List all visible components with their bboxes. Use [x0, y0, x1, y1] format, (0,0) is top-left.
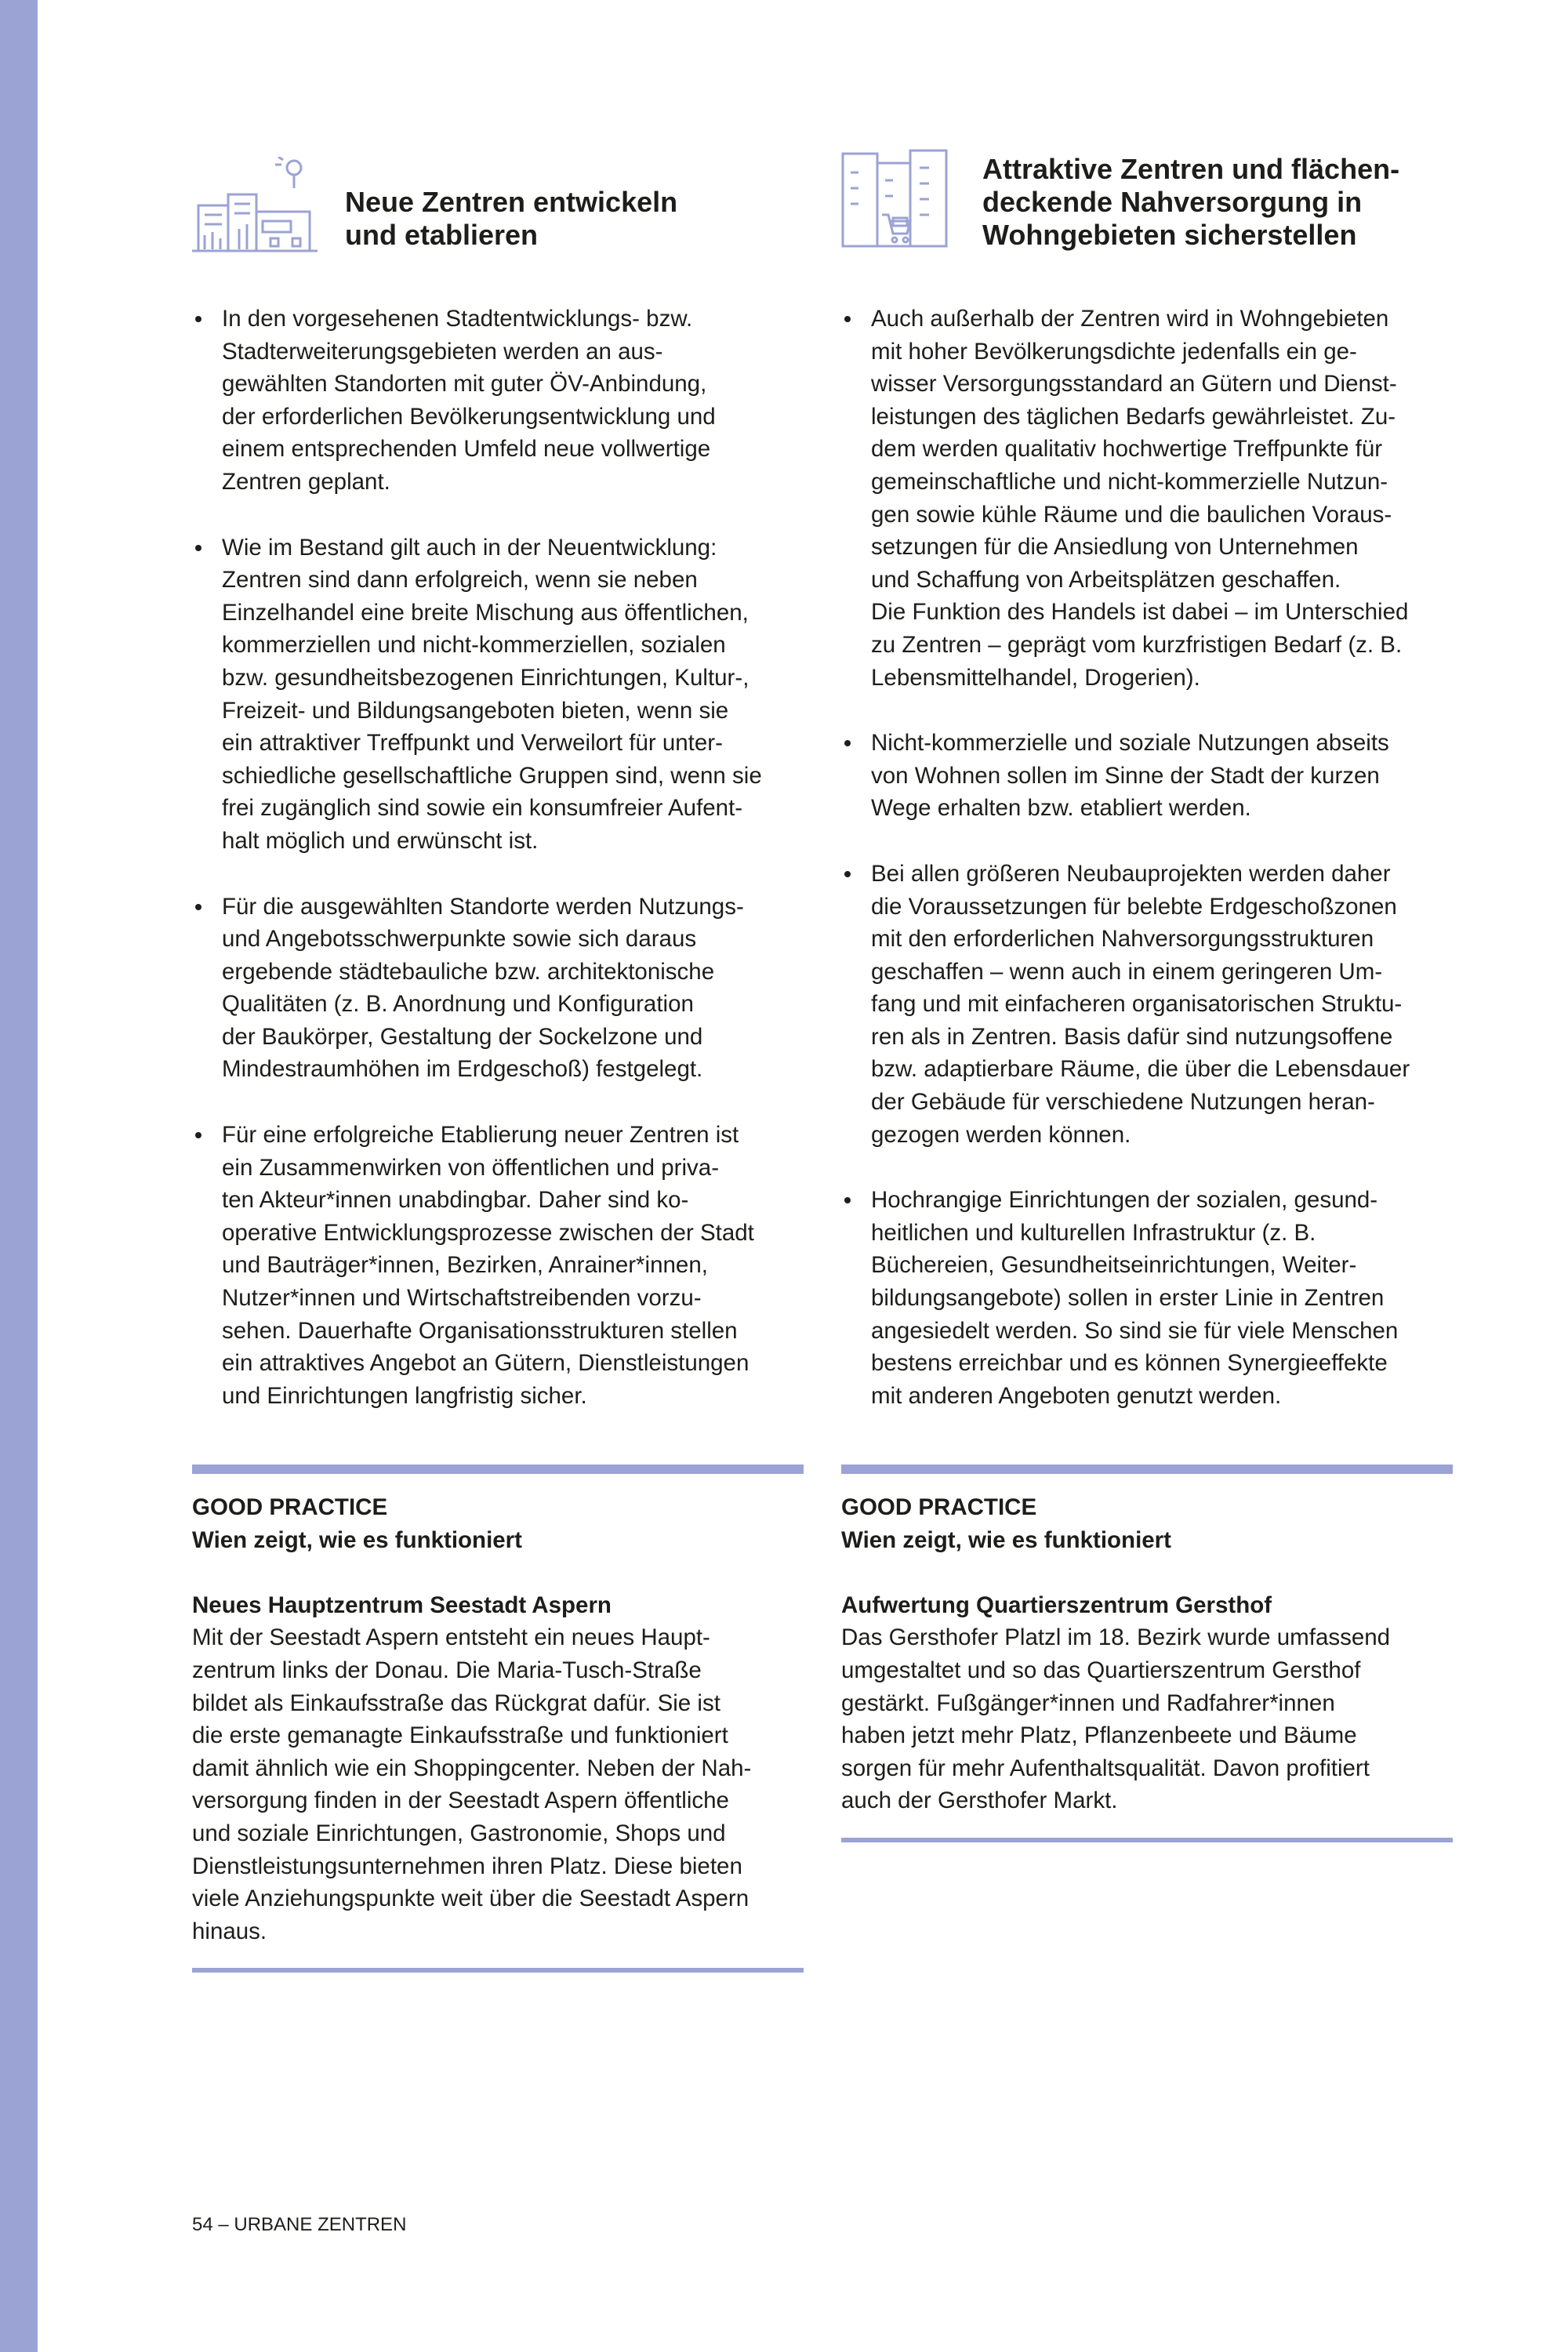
good-practice-title: Aufwertung Quartierszentrum Gersthof [841, 1592, 1272, 1618]
list-item: Nicht-kommerzielle und soziale Nutzungen abseits von Wohnen sollen im Sinne der Stadt der kurzen Wege erhalten bzw. etabliert werden. [841, 727, 1453, 825]
good-practice-subtitle: Wien zeigt, wie es funktioniert [841, 1526, 1171, 1553]
good-practice-subtitle: Wien zeigt, wie es funktioniert [192, 1526, 522, 1553]
good-practice-label: GOOD PRACTICE [841, 1494, 1037, 1520]
left-column [192, 149, 804, 1445]
list-item: Hochrangige Einrichtungen der sozialen, gesund- heitlichen und kulturellen Infrastruktur (z. B. Büchereien, Gesundheitseinrichtungen, Weiter- bildungsangebote) sollen in erster Linie in Zentren angesiedelt werden. So sind sie für viele Menschen bestens erreichbar und es können Synergieeffekte mit anderen Angeboten genutzt werden. [841, 1184, 1453, 1412]
good-practice-box-gersthof [841, 1465, 1453, 1842]
city-development-icon [192, 157, 318, 259]
right-bullet-list [841, 303, 1453, 1412]
list-item: In den vorgesehenen Stadtentwicklungs- bzw. Stadterweiterungsgebieten werden an aus- gewählten Standorten mit guter ÖV-Anbindung, der erforderlichen Bevölkerungsentwicklung und einem entsprechenden Umfeld neue vollwertige Zentren geplant. [192, 303, 804, 499]
side-accent-bar [0, 0, 38, 2352]
left-section-title: Neue Zentren entwickeln und etablieren [345, 186, 678, 251]
good-practice-label: GOOD PRACTICE [192, 1494, 388, 1520]
list-item: Für die ausgewählten Standorte werden Nutzungs- und Angebotsschwerpunkte sowie sich daraus ergebende städtebauliche bzw. architektonische Qualitäten (z. B. Anordnung und Konfiguration der Baukörper, Gestaltung der Sockelzone und Mindestraumhöhen im Erdgeschoß) festgelegt. [192, 891, 804, 1087]
page-footer: 54 – URBANE ZENTREN [192, 2214, 407, 2235]
list-item: Wie im Bestand gilt auch in der Neuentwicklung: Zentren sind dann erfolgreich, wenn sie neben Einzelhandel eine breite Mischung aus öffentlichen, kommerziellen und nicht-kommerziellen, sozialen bzw. gesundheitsbezogenen Einrichtungen, Kultur-, Freizeit- und Bildungsangeboten bieten, wenn sie ein attraktiver Treffpunkt und Verweilort für unter- schiedliche gesellschaftliche Gruppen sind, wenn sie frei zugänglich sind sowie ein konsumfreier Aufent- halt möglich und erwünscht ist. [192, 532, 804, 858]
shopping-buildings-icon [841, 149, 967, 251]
list-item: Bei allen größeren Neubauprojekten werden daher die Voraussetzungen für belebte Erdgeschoßzonen mit den erforderlichen Nahversorgungsstrukturen geschaffen – wenn auch in einem geringeren Um- fang und mit einfacheren organisatorischen Struktu- ren als in Zentren. Basis dafür sind nutzungsoffene bzw. adaptierbare Räume, die über die Lebensdauer der Gebäude für verschiedene Nutzungen heran- gezogen werden können. [841, 858, 1453, 1151]
good-practice-text: Das Gersthofer Platzl im 18. Bezirk wurde umfassend umgestaltet und so das Quartierszentrum Gersthof gestärkt. Fußgänger*innen und Radfahrer*innen haben jetzt mehr Platz, Pflanzenbeete und Bäume sorgen für mehr Aufenthaltsqualität. Davon profitiert auch der Gersthofer Markt. [841, 1624, 1391, 1814]
list-item: Auch außerhalb der Zentren wird in Wohngebieten mit hoher Bevölkerungsdichte jedenfalls ein ge- wisser Versorgungsstandard an Gütern und Dienst- leistungen des täglichen Bedarfs gewährleistet. Zu- dem werden qualitativ hochwertige Treffpunkte für gemeinschaftliche und nicht-kommerzielle Nutzun- gen sowie kühle Räume und die baulichen Voraus- setzungen für die Ansiedlung von Unternehmen und Schaffung von Arbeitsplätzen geschaffen. Die Funktion des Handels ist dabei – im Unterschied zu Zentren – geprägt vom kurzfristigen Bedarf (z. B. Lebensmittelhandel, Drogerien). [841, 303, 1453, 694]
good-practice-text: Mit der Seestadt Aspern entsteht ein neues Haupt- zentrum links der Donau. Die Maria-Tusch-Straße bildet als Einkaufsstraße das Rückgrat dafür. Sie ist die erste gemanagte Einkaufsstraße und funktioniert damit ähnlich wie ein Shoppingcenter. Neben der Nah- versorgung finden in der Seestadt Aspern öffentliche und soziale Einrichtungen, Gastronomie, Shops und Dienstleistungsunternehmen ihren Platz. Diese bieten viele Anziehungspunkte weit über die Seestadt Aspern hinaus. [192, 1624, 752, 1944]
right-section-header [841, 149, 1453, 290]
left-section-header [192, 149, 804, 290]
right-column [841, 149, 1453, 1445]
good-practice-box-seestadt [192, 1465, 804, 1973]
right-section-title: Attraktive Zentren und flächen- deckende Nahversorgung in Wohngebieten sicherstellen [982, 153, 1400, 251]
left-bullet-list [192, 303, 804, 1412]
list-item: Für eine erfolgreiche Etablierung neuer Zentren ist ein Zusammenwirken von öffentlichen und priva- ten Akteur*innen unabdingbar. Daher sind ko- operative Entwicklungsprozesse zwischen der Stadt und Bauträger*innen, Bezirken, Anrainer*innen, Nutzer*innen und Wirtschaftstreibenden vorzu- sehen. Dauerhafte Organisationsstrukturen stellen ein attraktives Angebot an Gütern, Dienstleistungen und Einrichtungen langfristig sicher. [192, 1119, 804, 1412]
good-practice-title: Neues Hauptzentrum Seestadt Aspern [192, 1592, 612, 1618]
